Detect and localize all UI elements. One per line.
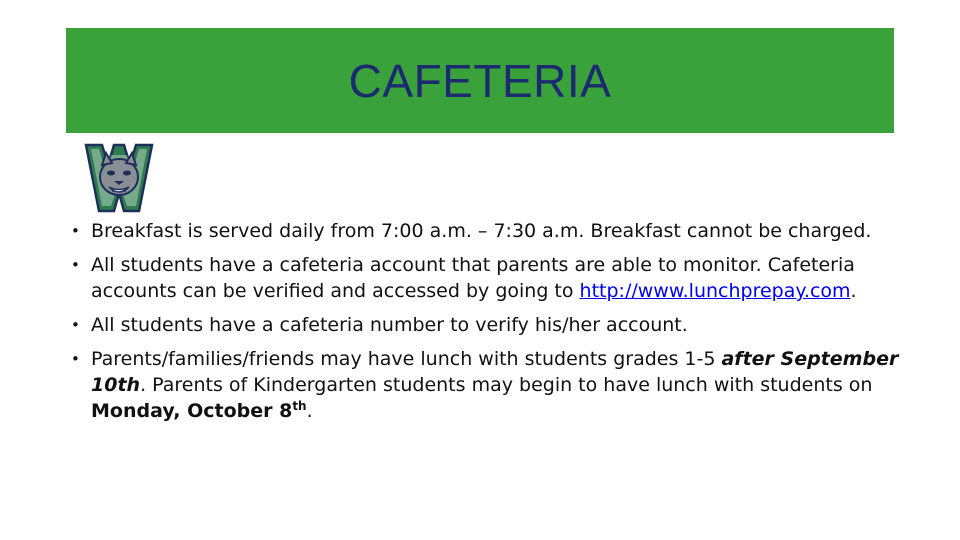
info-bullet-list: [0, 218, 960, 432]
list-item-lunch-visitors: [0, 346, 960, 424]
bullet-icon: •: [71, 316, 80, 334]
wildcat-logo-icon: [84, 143, 154, 213]
page-title: CAFETERIA: [348, 55, 612, 107]
emphasis-date: after September 10th: [91, 348, 899, 396]
bullet-text: Breakfast is served daily from 7:00 a.m. – 7:30 a.m. Breakfast cannot be charged.: [91, 220, 872, 242]
bullet-text: All students have a cafeteria number to verify his/her account.: [91, 314, 688, 336]
list-item-breakfast: [0, 218, 960, 244]
bullet-text: Parents/families/friends may have lunch with students grades 1-5: [91, 348, 722, 370]
bullet-text-end: .: [850, 280, 857, 302]
lunchprepay-link[interactable]: http://www.lunchprepay.com: [579, 280, 851, 302]
title-banner: [66, 28, 894, 133]
list-item-cafeteria-account: [0, 252, 960, 304]
bullet-text-end: .: [306, 400, 313, 422]
bullet-icon: •: [71, 256, 80, 274]
list-item-cafeteria-number: [0, 312, 960, 338]
bullet-icon: •: [71, 350, 80, 368]
bullet-icon: •: [71, 222, 80, 240]
date-ordinal-suffix: th: [292, 399, 307, 413]
strong-date: Monday, October 8: [91, 400, 293, 422]
bullet-text-middle: . Parents of Kindergarten students may begin to have lunch with students on: [140, 374, 873, 396]
bullet-text: All students have a cafeteria account that parents are able to monitor. Cafeteria accounts can be verified and accessed by going to: [91, 254, 855, 302]
wildcat-logo-svg: [84, 143, 154, 213]
